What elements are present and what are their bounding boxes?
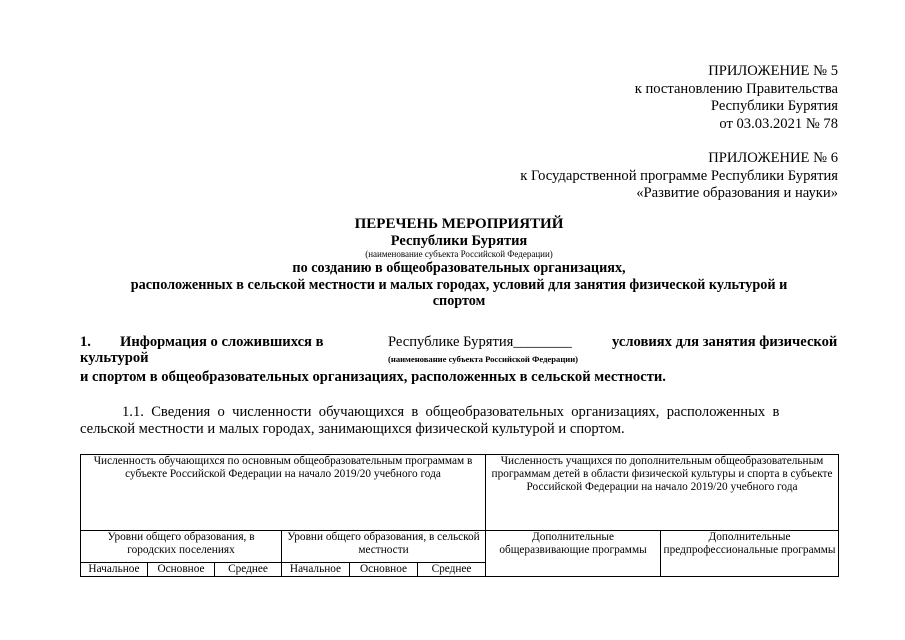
header-additional-programs: Численность учащихся по дополнительным общеобразовательным программам детей в области физической культуры и спорта в субъекте Российской Федерации на начало 2019/20 учебного года [486, 455, 839, 531]
section-region-note: (наименование субъекта Российской Федерации) [388, 354, 579, 364]
appendix-5-line1: к постановлению Правительства [634, 80, 838, 97]
appendix-6-title: ПРИЛОЖЕНИЕ № 6 [708, 150, 838, 166]
appendix-6-block [338, 150, 838, 203]
header-additional-preprof: Дополнительные предпрофессиональные программы [661, 530, 839, 576]
heading-line3: спортом [432, 293, 486, 309]
col-urban-basic: Основное [148, 562, 215, 576]
appendix-5-block [438, 63, 838, 133]
heading-subject: Республики Бурятия [390, 233, 528, 249]
header-additional-general: Дополнительные общеразвивающие программы [486, 530, 661, 576]
statistics-table [80, 454, 839, 577]
paragraph-line1: 1.1. Сведения о численности обучающихся в общеобразовательных организациях, расположенных в [122, 404, 780, 420]
paragraph-line2: сельской местности и малых городах, занимающихся физической культурой и спортом. [80, 421, 625, 437]
heading-line1: по созданию в общеобразовательных организациях, [292, 260, 626, 276]
section-text-part3: культурой [80, 350, 149, 366]
appendix-5-line2: Республики Бурятия [710, 98, 838, 114]
col-urban-primary: Начальное [81, 562, 148, 576]
appendix-6-line1: к Государственной программе Республики Бурятия [520, 167, 838, 184]
col-rural-basic: Основное [350, 562, 418, 576]
section-region: Республике Бурятия________ [388, 334, 572, 350]
header-levels-rural: Уровни общего образования, в сельской местности [282, 530, 486, 562]
section-line2: и спортом в общеобразовательных организациях, расположенных в сельской местности. [80, 369, 666, 385]
heading-line2: расположенных в сельской местности и малых городах, условий для занятия физической культурой и [130, 276, 788, 293]
col-urban-secondary: Среднее [215, 562, 282, 576]
table-subheader-row [81, 530, 839, 562]
section-text-part1: Информация о сложившихся в [120, 334, 324, 350]
appendix-5-title: ПРИЛОЖЕНИЕ № 5 [708, 63, 838, 79]
col-rural-primary: Начальное [282, 562, 350, 576]
table-header-row [81, 455, 839, 531]
header-main-programs: Численность обучающихся по основным общеобразовательным программам в субъекте Российской Федерации на начало 2019/20 учебного года [81, 455, 486, 531]
section-text-part2: условиях для занятия физической [612, 334, 838, 350]
document-heading [80, 216, 838, 310]
heading-subject-note: (наименование субъекта Российской Федерации) [365, 249, 553, 259]
section-number: 1. [80, 334, 91, 350]
heading-title: ПЕРЕЧЕНЬ МЕРОПРИЯТИЙ [354, 216, 564, 232]
appendix-6-line2: «Развитие образования и науки» [636, 185, 838, 201]
col-rural-secondary: Среднее [418, 562, 486, 576]
appendix-5-line3: от 03.03.2021 № 78 [719, 115, 838, 132]
header-levels-urban: Уровни общего образования, в городских поселениях [81, 530, 282, 562]
